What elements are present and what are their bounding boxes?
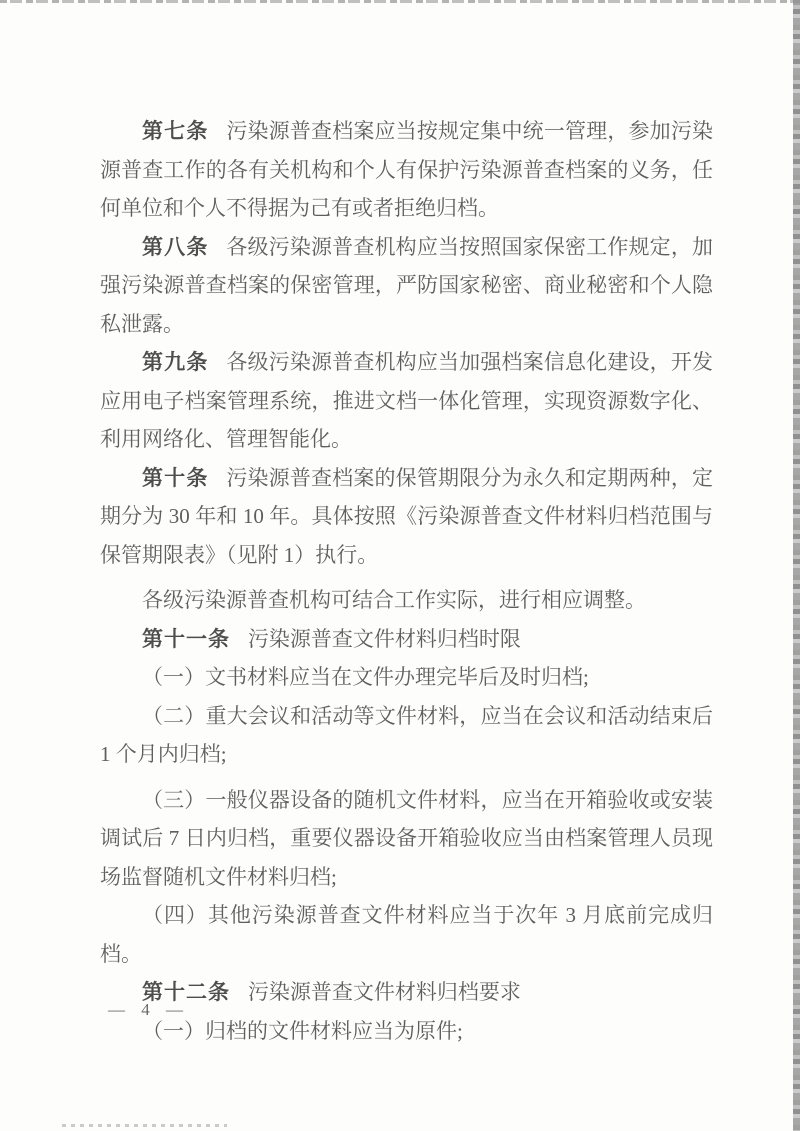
paragraph [100, 896, 713, 973]
paragraph [100, 1012, 713, 1051]
paragraph [100, 658, 713, 697]
paragraph [100, 697, 713, 774]
paragraph-text: 污染源普查文件材料归档要求 [247, 980, 521, 1004]
paragraph-text: （一）文书材料应当在文件办理完毕后及时归档; [142, 665, 589, 689]
paragraph-text: 污染源普查档案应当按规定集中统一管理，参加污染源普查工作的各有关机构和个人有保护污染源普查档案的义务，任何单位和个人不得据为己有或者拒绝归档。 [100, 119, 713, 220]
paragraph-text: 各级污染源普查机构可结合工作实际，进行相应调整。 [142, 588, 646, 612]
paragraph [100, 581, 713, 620]
paragraph-text: 各级污染源普查机构应当加强档案信息化建设，开发应用电子档案管理系统，推进文档一体化管理，实现资源数字化、利用网络化、管理智能化。 [100, 350, 713, 451]
page-number: — 4 — [108, 1000, 189, 1019]
article-paragraph [100, 459, 713, 575]
article-number: 第八条 [142, 234, 209, 259]
paragraph-text: 污染源普查档案的保管期限分为永久和定期两种，定期分为 30 年和 10 年。具体按照《污染源普查文件材料归档范围与保管期限表》（见附 1）执行。 [100, 465, 713, 567]
scan-artifact-right-edge [793, 0, 800, 1131]
article-number: 第七条 [142, 119, 209, 143]
paragraph-text: （三）一般仪器设备的随机文件材料，应当在开箱验收或安装调试后 7 日内归档，重要仪器设备开箱验收应当由档案管理人员现场监督随机文件材料归档; [100, 787, 713, 889]
document-body [100, 112, 713, 1050]
paragraph [100, 781, 713, 897]
article-number: 第十条 [142, 465, 209, 490]
article-number: 第九条 [142, 350, 209, 374]
article-paragraph [100, 973, 713, 1012]
paragraph-text: 各级污染源普查机构应当按照国家保密工作规定，加强污染源普查档案的保密管理，严防国家秘密、商业秘密和个人隐私泄露。 [100, 234, 713, 336]
article-number: 第十二条 [142, 980, 230, 1004]
scan-artifact-bottom-noise [62, 1124, 227, 1127]
article-paragraph [100, 228, 713, 344]
article-number: 第十一条 [142, 626, 230, 651]
paragraph-text: （四）其他污染源普查文件材料应当于次年 3 月底前完成归档。 [100, 903, 713, 966]
paragraph-text: （二）重大会议和活动等文件材料，应当在会议和活动结束后 1 个月内归档; [100, 703, 713, 766]
scan-artifact-top-edge [0, 0, 800, 3]
article-paragraph [100, 112, 713, 228]
paragraph-text: 污染源普查文件材料归档时限 [247, 626, 521, 651]
article-paragraph [100, 343, 713, 459]
paragraph-text: （一）归档的文件材料应当为原件; [142, 1018, 463, 1043]
article-paragraph [100, 620, 713, 659]
